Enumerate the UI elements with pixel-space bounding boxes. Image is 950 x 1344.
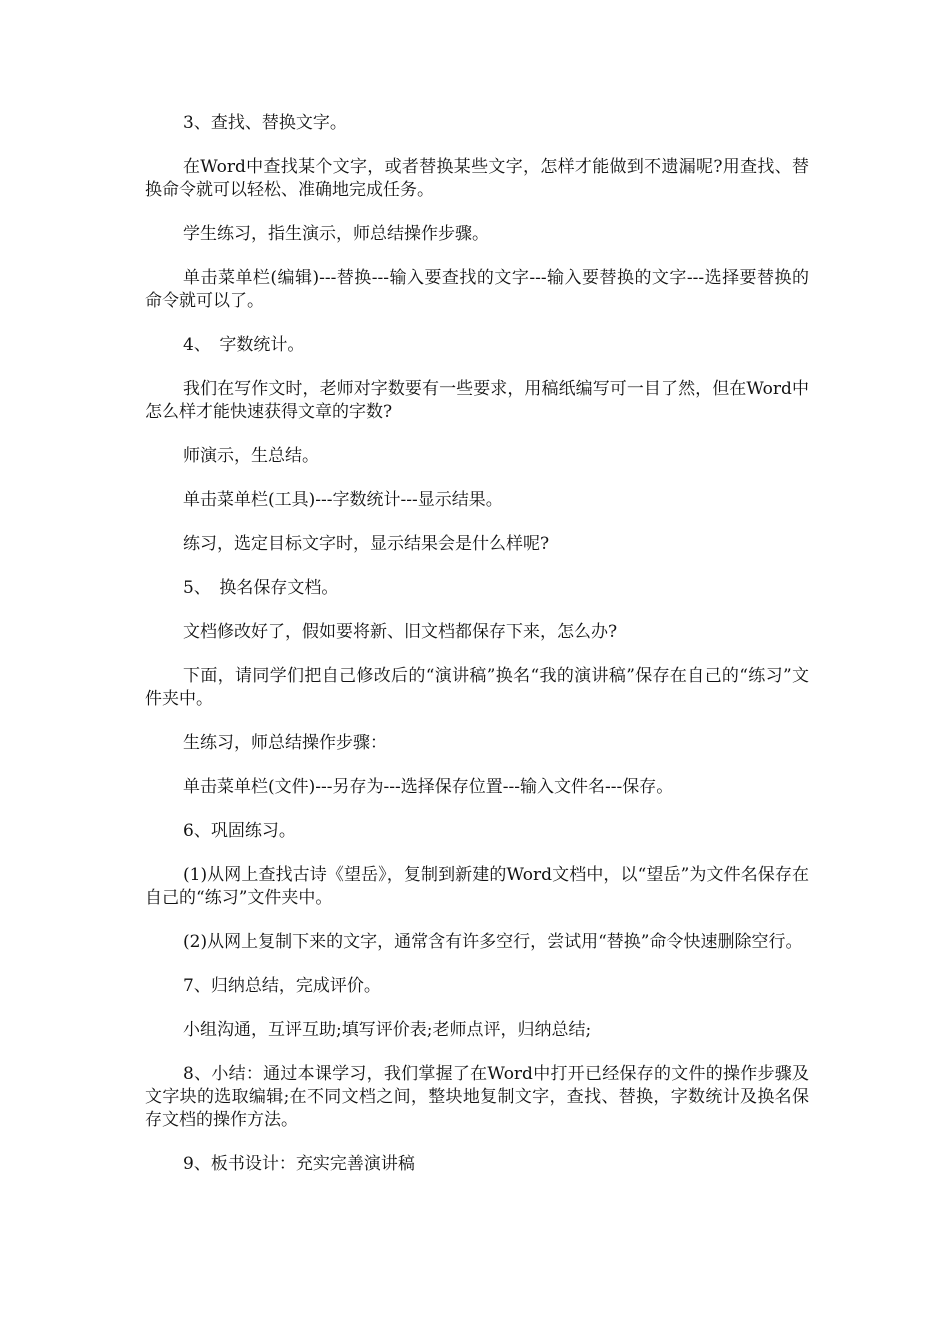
paragraph-save-as-question: 文档修改好了，假如要将新、旧文档都保存下来，怎么办? (183, 622, 618, 642)
paragraph-save-as-steps: 单击菜单栏(文件)---另存为---选择保存位置---输入文件名---保存。 (183, 777, 674, 797)
paragraph-save-as-practice: 生练习，师总结操作步骤： (183, 733, 387, 753)
paragraph-lesson-summary: 8、小结：通过本课学习，我们掌握了在Word中打开已经保存的文件的操作步骤及文字块的选取编辑;在不同文档之间，整块地复制文字，查找、替换，字数统计及换名保存文档的操作方法。 (145, 1064, 809, 1130)
paragraph-word-count-practice: 练习，选定目标文字时，显示结果会是什么样呢? (183, 534, 550, 554)
heading-word-count: 4、 字数统计。 (183, 335, 305, 355)
document-body (145, 112, 809, 1197)
paragraph-word-count-intro: 我们在写作文时，老师对字数要有一些要求，用稿纸编写可一目了然，但在Word中怎么样才能快速获得文章的字数? (145, 379, 809, 422)
heading-save-as: 5、 换名保存文档。 (183, 578, 339, 598)
paragraph-find-replace-intro: 在Word中查找某个文字，或者替换某些文字，怎样才能做到不遗漏呢?用查找、替换命令就可以轻松、准确地完成任务。 (145, 157, 809, 200)
paragraph-replace-steps: 单击菜单栏(编辑)---替换---输入要查找的文字---输入要替换的文字---选择要替换的命令就可以了。 (145, 268, 809, 311)
paragraph-group-evaluation: 小组沟通，互评互助;填写评价表;老师点评，归纳总结; (183, 1020, 592, 1040)
heading-find-replace: 3、查找、替换文字。 (183, 113, 347, 133)
paragraph-teacher-demo: 师演示，生总结。 (183, 446, 319, 466)
heading-consolidation: 6、巩固练习。 (183, 821, 296, 841)
paragraph-exercise-1: (1)从网上查找古诗《望岳》，复制到新建的Word文档中，以“望岳”为文件名保存在自己的“练习”文件夹中。 (145, 865, 809, 908)
paragraph-student-practice: 学生练习，指生演示，师总结操作步骤。 (183, 224, 489, 244)
heading-summary-evaluation: 7、归纳总结，完成评价。 (183, 976, 381, 996)
paragraph-exercise-2: (2)从网上复制下来的文字，通常含有许多空行，尝试用“替换”命令快速删除空行。 (183, 932, 803, 952)
paragraph-save-as-task: 下面，请同学们把自己修改后的“演讲稿”换名“我的演讲稿”保存在自己的“练习”文件夹中。 (145, 666, 809, 709)
paragraph-board-design: 9、板书设计：充实完善演讲稿 (183, 1154, 415, 1174)
paragraph-word-count-steps: 单击菜单栏(工具)---字数统计---显示结果。 (183, 490, 503, 510)
